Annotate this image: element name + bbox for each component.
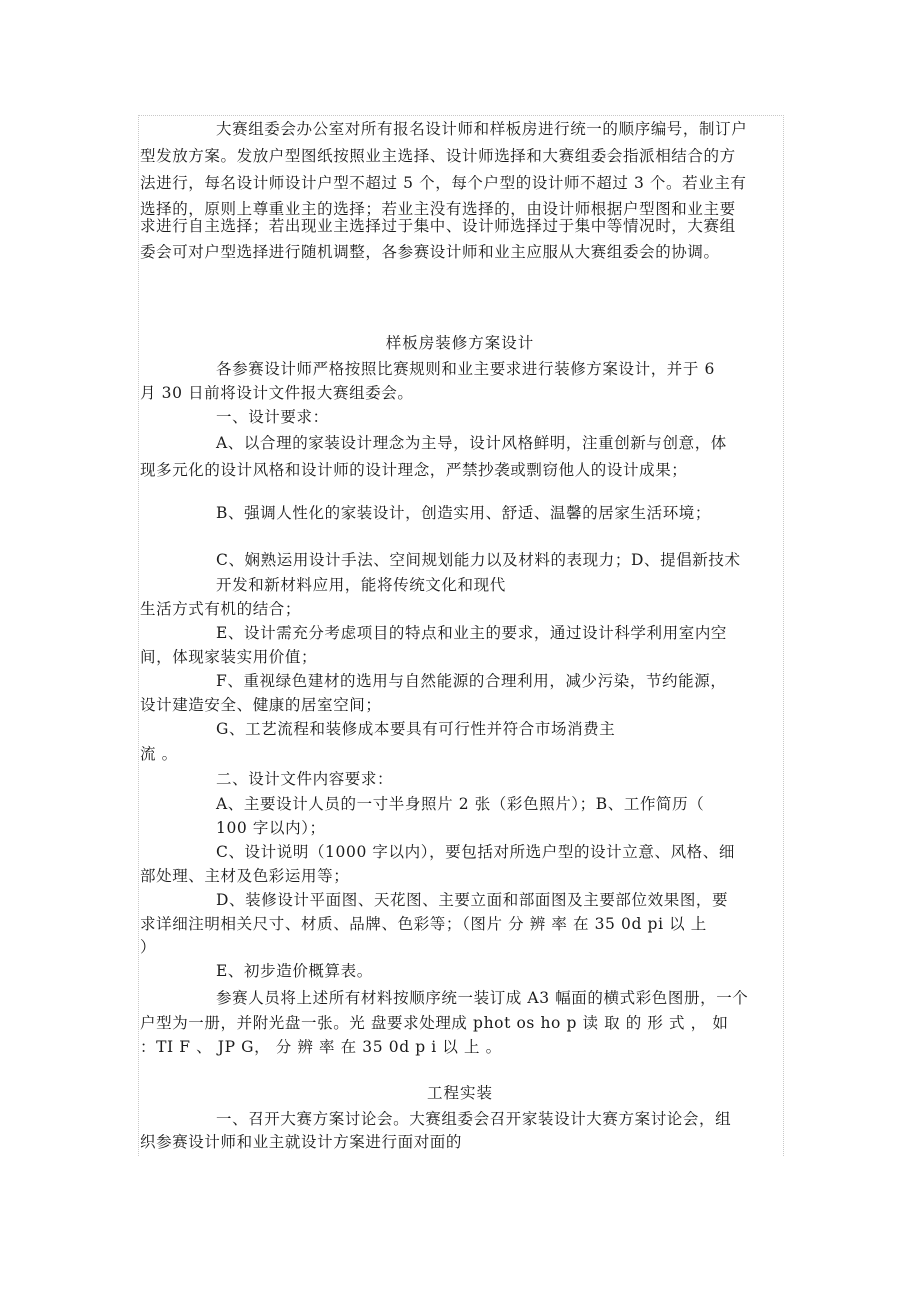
subheading: 一、设计要求： xyxy=(216,408,329,426)
paragraph-line: 生活方式有机的结合； xyxy=(140,600,302,618)
paragraph-line: A、主要设计人员的一寸半身照片 2 张（彩色照片）；B、工作简历（ xyxy=(216,795,705,813)
paragraph-line: 委会可对户型选择进行随机调整，各参赛设计师和业主应服从大赛组委会的协调。 xyxy=(140,243,720,261)
paragraph-line: 月 30 日前将设计文件报大赛组委会。 xyxy=(140,384,414,402)
paragraph-line: 织参赛设计师和业主就设计方案进行面对面的 xyxy=(140,1133,463,1151)
paragraph-line: F、重视绿色建材的选用与自然能源的合理利用，减少污染，节约能源， xyxy=(216,672,727,690)
paragraph-line: 流 。 xyxy=(140,745,178,763)
paragraph-line: 参赛人员将上述所有材料按顺序统一装订成 A3 幅面的横式彩色图册，一个 xyxy=(216,989,749,1007)
paragraph-line: 开发和新材料应用，能将传统文化和现代 xyxy=(216,576,506,594)
paragraph-line: B、强调人性化的家装设计，创造实用、舒适、温馨的居家生活环境； xyxy=(216,504,711,522)
paragraph-line: 法进行，每名设计师设计户型不超过 5 个，每个户型的设计师不超过 3 个。若业主有 xyxy=(140,174,747,192)
paragraph-line: E、设计需充分考虑项目的特点和业主的要求，通过设计科学利用室内空 xyxy=(216,624,728,642)
paragraph-line: 选择的，原则上尊重业主的选择；若业主没有选择的，由设计师根据户型图和业主要 xyxy=(140,200,736,218)
paragraph-line: 求详细注明相关尺寸、材质、品牌、色彩等；（图片 分 辨 率 在 35 0d pi 以 上 xyxy=(140,915,707,933)
paragraph-line: 大赛组委会办公室对所有报名设计师和样板房进行统一的顺序编号，制订户 xyxy=(216,120,748,138)
paragraph-line: A、以合理的家装设计理念为主导，设计风格鲜明，注重创新与创意，体 xyxy=(216,434,727,452)
paragraph-line: ） xyxy=(140,938,157,956)
section-title: 样板房装修方案设计 xyxy=(385,334,535,352)
paragraph-line: 求进行自主选择；若出现业主选择过于集中、设计师选择过于集中等情况时，大赛组 xyxy=(140,217,736,235)
paragraph-line: 设计建造安全、健康的居室空间； xyxy=(140,696,382,714)
paragraph-line: 部处理、主材及色彩运用等； xyxy=(140,867,350,885)
paragraph-line: 户型为一册，并附光盘一张。光 盘要求处理成 phot os ho p 读 取 的 形 式 ， 如 xyxy=(140,1014,729,1032)
paragraph-line: G、工艺流程和装修成本要具有可行性并符合市场消费主 xyxy=(216,720,616,738)
paragraph-line: 间，体现家装实用价值； xyxy=(140,648,318,666)
paragraph-line: ：TI F 、 JP G， 分 辨 率 在 35 0d p i 以 上 。 xyxy=(140,1038,502,1056)
section-title: 工程实装 xyxy=(426,1084,493,1102)
paragraph-line: C、娴熟运用设计手法、空间规划能力以及材料的表现力；D、提倡新技术 xyxy=(216,551,741,569)
paragraph-line: D、装修设计平面图、天花图、主要立面和部面图及主要部位效果图，要 xyxy=(216,891,729,909)
paragraph-line: E、初步造价概算表。 xyxy=(216,962,373,980)
subheading: 二、设计文件内容要求： xyxy=(216,770,394,788)
paragraph-line: 100 字以内）； xyxy=(216,819,326,837)
paragraph-line: 型发放方案。发放户型图纸按照业主选择、设计师选择和大赛组委会指派相结合的方 xyxy=(140,147,736,165)
paragraph-line: 各参赛设计师严格按照比赛规则和业主要求进行装修方案设计，并于 6 xyxy=(216,360,715,378)
paragraph-line: 一、召开大赛方案讨论会。大赛组委会召开家装设计大赛方案讨论会，组 xyxy=(216,1110,732,1128)
paragraph-line: C、设计说明（1000 字以内），要包括对所选户型的设计立意、风格、细 xyxy=(216,843,735,861)
paragraph-line: 现多元化的设计风格和设计师的设计理念，严禁抄袭或剽窃他人的设计成果； xyxy=(140,461,688,479)
